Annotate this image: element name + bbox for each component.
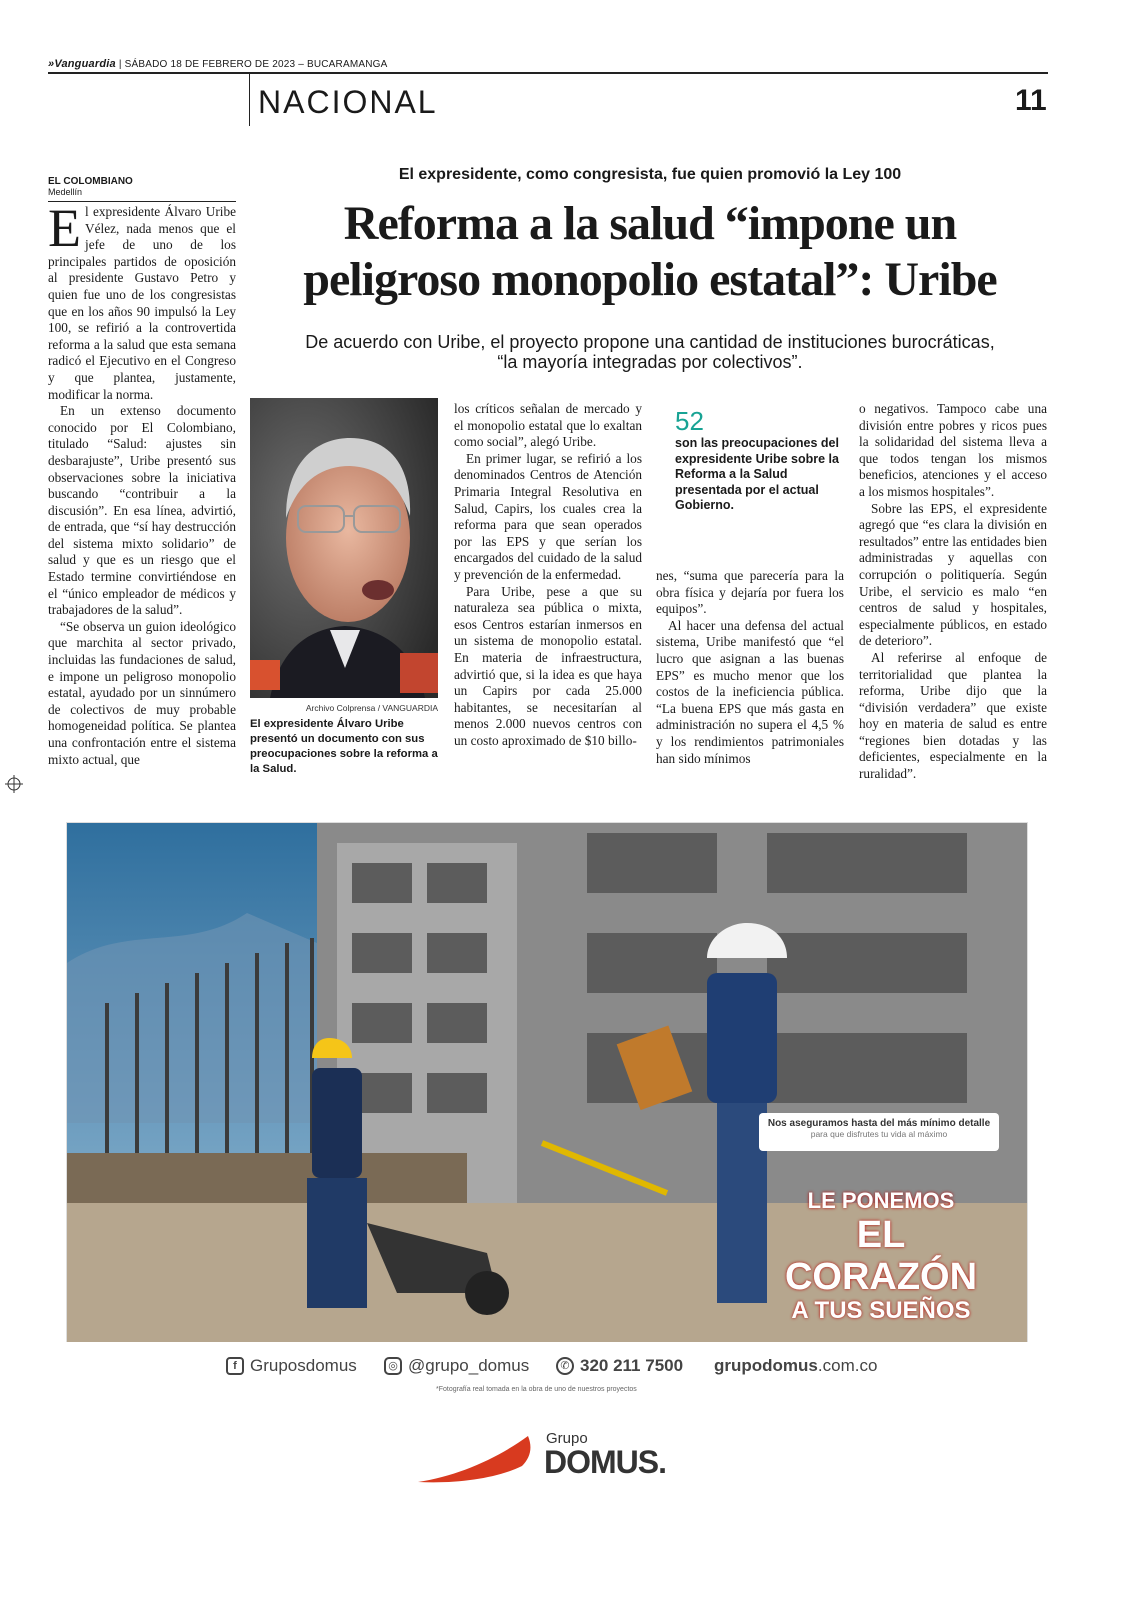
headline: Reforma a la salud “impone un peligroso monopolio estatal”: Uribe	[303, 197, 997, 306]
paragraph: “Se observa un guion ideológico que marchita al sector privado, incluidas las fundaciones de salud, e impone un peligroso monopolio estatal, ayudado por un sinnúmero de colectivos de muy probable homogeneidad política. Se plantea una confrontación entre el sistema mixto actual, que	[48, 618, 236, 767]
paragraph: En primer lugar, se refirió a los denominados Centros de Atención Primaria Integral Resolutiva en Salud, Capirs, los cuales crea la reforma para que sean operados por las EPS y que serían los encargados del cuidado de la salud y prevención de la enfermedad.	[454, 450, 642, 582]
registration-mark-icon	[5, 775, 23, 793]
paragraph: Al hacer una defensa del actual sistema, Uribe manifestó que “el lucro que asignan a las buenas EPS” es mucho menor que los costos de la ineficiencia pública. “La buena EPS que más gasta en administración no supera el 4,5 % y los rendimientos patrimoniales han sido mínimos	[656, 617, 844, 766]
section-divider	[249, 74, 250, 126]
ad-footer	[66, 1342, 1028, 1402]
byline-source: EL COLOMBIANO	[48, 176, 133, 187]
paragraph: los críticos señalan de mercado y el monopolio estatal que lo exaltan como social”, alegó Uribe.	[454, 401, 642, 450]
article-column-4	[656, 568, 844, 767]
ad-footnote: *Fotografía real tomada en la obra de uno de nuestros proyectos	[436, 1386, 637, 1393]
uribe-photo	[250, 398, 438, 698]
article-column-5	[859, 401, 1047, 783]
paragraph: El expresidente Álvaro Uribe Vélez, nada menos que el jefe de uno de los principales partidos de oposición al presidente Gustavo Petro y quien fue uno de los congresistas que en los años 90 impulsó la Ley 100, se refirió a la controvertida reforma a la salud que esta semana radicó el Ejecutivo en el Congreso y que plantea, justamente, modificar la norma.	[48, 198, 236, 402]
phone-icon: ✆	[556, 1357, 574, 1375]
dateline: | SÁBADO 18 DE FEBRERO DE 2023 – BUCARAMANGA	[118, 59, 388, 70]
page-number: 11	[1015, 84, 1047, 117]
paragraph: o negativos. Tampoco cabe una división entre pobres y ricos pues la solidaridad del sistema lleva a que todos tengan los mismos beneficios, atenciones y el acceso a los mismos hospitales”.	[859, 401, 1047, 499]
logo-big: DOMUS.	[544, 1444, 666, 1480]
deck: De acuerdo con Uribe, el proyecto propone una cantidad de instituciones burocráticas, “la mayoría integradas por colectivos”.	[305, 332, 995, 372]
domus-advertisement	[66, 822, 1028, 1402]
paragraph: En un extenso documento conocido por El Colombiano, titulado “Salud: ajustes sin desbarajuste”, Uribe presentó sus observaciones sobre la iniciativa buscando “contribuir a la discusión”. En esa línea, advirtió, de entrada, que “sí hay destrucción del sistema mixto solidario” de salud y que es un riesgo que el Estado termine convirtiéndose en el “único empleador de médicos y trabajadores de la salud”.	[48, 403, 236, 618]
article-column-1	[48, 198, 236, 768]
paragraph: Para Uribe, pese a que su naturaleza sea pública o mixta, esos Centros estarían inmersos en un sistema de monopolio estatal. En materia de infraestructura, advirtió que, si la idea es que haya un Capirs por cada 25.000 habitantes, se necesitarían al menos 2.000 nuevos centros con un costo aproximado de $10 billo-	[454, 583, 642, 748]
photo-caption: El expresidente Álvaro Uribe presentó un documento con sus preocupaciones sobre la reforma a la Salud.	[250, 718, 438, 775]
paragraph: nes, “suma que parecería para la obra física y dejaría por fuera los equipos”.	[656, 568, 844, 617]
paragraph: Sobre las EPS, el expresidente agregó que “es clara la división en resultados” entre las entidades bien administradas y aquellas con corrupción o politiquería. Según Uribe, el servicio es malo “en centros de salud y hospitales, especialmente públicos, en estado de deterioro”.	[859, 500, 1047, 649]
masthead-line	[48, 58, 388, 70]
photo-credit: Archivo Colprensa / VANGUARDIA	[305, 703, 438, 713]
kicker: El expresidente, como congresista, fue quien promovió la Ley 100	[398, 166, 902, 183]
instagram-icon: ◎	[384, 1357, 402, 1375]
phone-link[interactable]: ✆ 320 211 7500	[556, 1356, 683, 1376]
logo-small: Grupo	[546, 1430, 588, 1447]
stat-number: 52	[675, 406, 704, 436]
stat-text: son las preocupaciones del expresidente Uribe sobre la Reforma a la Salud presentada por el actual Gobierno.	[675, 436, 839, 512]
masthead-rule	[48, 72, 1048, 74]
paper-name: »Vanguardia	[48, 58, 116, 70]
domus-logo	[418, 1428, 688, 1488]
article-column-3	[454, 401, 642, 749]
ad-tagline-sub: para que disfrutes tu vida al máximo	[810, 1129, 948, 1139]
facebook-link[interactable]: f Gruposdomus	[226, 1356, 357, 1376]
drop-cap: E	[48, 198, 81, 258]
ad-slogan: LE PONEMOS EL CORAZÓN A TUS SUEÑOS	[784, 1188, 978, 1324]
section-name: NACIONAL	[258, 84, 438, 120]
ad-tagline	[759, 1113, 999, 1151]
website-link[interactable]: grupodomus.com.co	[714, 1356, 878, 1375]
ad-tagline-bold: Nos aseguramos hasta del más mínimo detalle	[767, 1118, 991, 1129]
facebook-icon: f	[226, 1357, 244, 1375]
byline-city: Medellín	[48, 187, 83, 197]
instagram-link[interactable]: ◎ @grupo_domus	[384, 1356, 529, 1376]
paragraph: Al referirse al enfoque de territorialidad que plantea la reforma, Uribe dijo que la “división verdadera” que existe hoy en materia de salud es entre “regiones bien dotadas y las deficientes, especialmente en la ruralidad”.	[859, 649, 1047, 782]
